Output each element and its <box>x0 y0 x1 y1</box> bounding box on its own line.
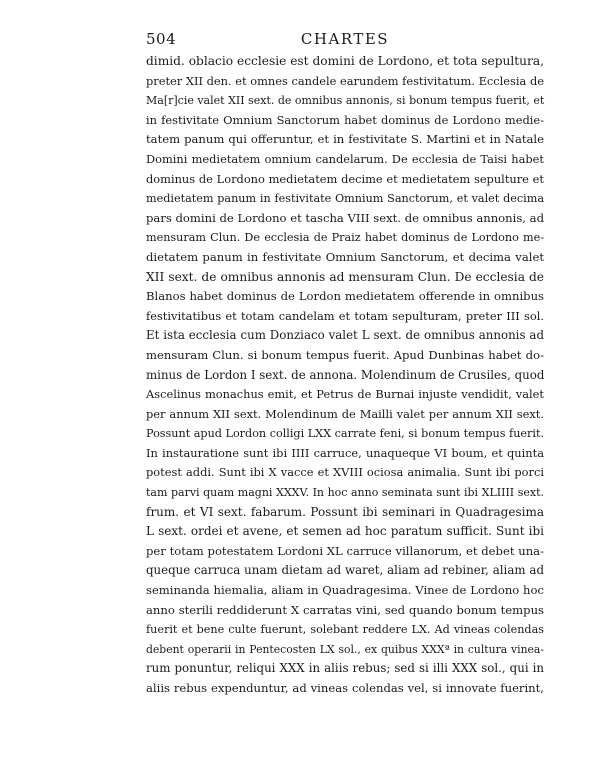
text-line: L sext. ordei et avene, et semen ad hoc paratum sufficit. Sunt ibi <box>146 524 544 539</box>
text-line: mensuram Clun. si bonum tempus fuerit. Apud Dunbinas habet do- <box>146 347 544 362</box>
text-line: minus de Lordon I sext. de annona. Molendinum de Crusiles, quod <box>146 367 545 382</box>
main-text <box>146 52 544 699</box>
text-line: frum. et VI sext. fabarum. Possunt ibi seminari in Quadragesima <box>146 504 544 519</box>
text-line: dietatem panum in festivitate Omnium Sanctorum, et decima valet <box>146 249 544 264</box>
text-line: tatem panum qui offeruntur, et in festivitate S. Martini et in Natale <box>146 132 544 147</box>
text-line: aliis rebus expenduntur, ad vineas colendas vel, si innovate fuerint, <box>146 681 544 695</box>
text-line: Possunt apud Lordon colligi LXX carrate feni, si bonum tempus fuerit. <box>146 427 544 441</box>
text-line: mensuram Clun. De ecclesia de Praiz habet dominus de Lordono me- <box>146 231 544 245</box>
text-line: Et ista ecclesia cum Donziaco valet L sext. de omnibus annonis ad <box>146 328 544 343</box>
text-line: seminanda hiemalia, aliam in Quadragesima. Vinee de Lordono hoc <box>146 583 544 598</box>
text-line: pars domini de Lordono et tascha VIII sext. de omnibus annonis, ad <box>146 210 544 225</box>
text-line: tam parvi quam magni XXXV. In hoc anno seminata sunt ibi XLIIII sext. <box>146 486 544 500</box>
text-line: Ma[r]cie valet XII sext. de omnibus annonis, si bonum tempus fuerit, et <box>146 94 545 108</box>
running-title: CHARTES <box>300 30 390 48</box>
text-line: Ascelinus monachus emit, et Petrus de Burnai injuste vendidit, valet <box>146 387 544 402</box>
text-line: rum ponuntur, reliqui XXX in aliis rebus; sed si illi XXX sol., qui in <box>146 661 544 676</box>
text-line: Domini medietatem omnium candelarum. De ecclesia de Taisi habet <box>146 151 544 166</box>
text-line: fuerit et bene culte fuerunt, solebant reddere LX. Ad vineas colendas <box>146 623 544 637</box>
text-line: queque carruca unam dietam ad waret, aliam ad rebiner, aliam ad <box>146 563 544 578</box>
page-number: 504 <box>146 30 177 48</box>
text-line: in festivitate Omnium Sanctorum habet dominus de Lordono medie- <box>146 112 544 127</box>
text-line: debent operarii in Pentecosten LX sol., ex quibus XXXª in cultura vinea- <box>146 642 544 656</box>
text-line: preter XII den. et omnes candele earundem festivitatum. Ecclesia de <box>146 73 544 88</box>
text-line: per totam potestatem Lordoni XL carruce villanorum, et debet una- <box>146 543 544 558</box>
text-line: In instauratione sunt ibi IIII carruce, unaqueque VI boum, et quinta <box>146 445 544 460</box>
text-line: potest addi. Sunt ibi X vacce et XVIII ociosa animalia. Sunt ibi porci <box>146 465 544 480</box>
text-line: per annum XII sext. Molendinum de Mailli valet per annum XII sext. <box>146 406 544 421</box>
text-line: XII sext. de omnibus annonis ad mensuram Clun. De ecclesia de <box>146 269 544 284</box>
text-line: anno sterili reddiderunt X carratas vini, sed quando bonum tempus <box>146 602 544 617</box>
page-header <box>146 28 544 48</box>
text-line: medietatem panum in festivitate Omnium Sanctorum, et valet decima <box>146 192 544 206</box>
text-line: Blanos habet dominus de Lordon medietatem offerende in omnibus <box>146 289 544 304</box>
text-line: dominus de Lordono medietatem decime et medietatem sepulture et <box>146 171 544 186</box>
text-line: dimid. oblacio ecclesie est domini de Lordono, et tota sepultura, <box>146 54 544 68</box>
text-line: festivitatibus et totam candelam et totam sepulturam, preter III sol. <box>146 308 544 323</box>
